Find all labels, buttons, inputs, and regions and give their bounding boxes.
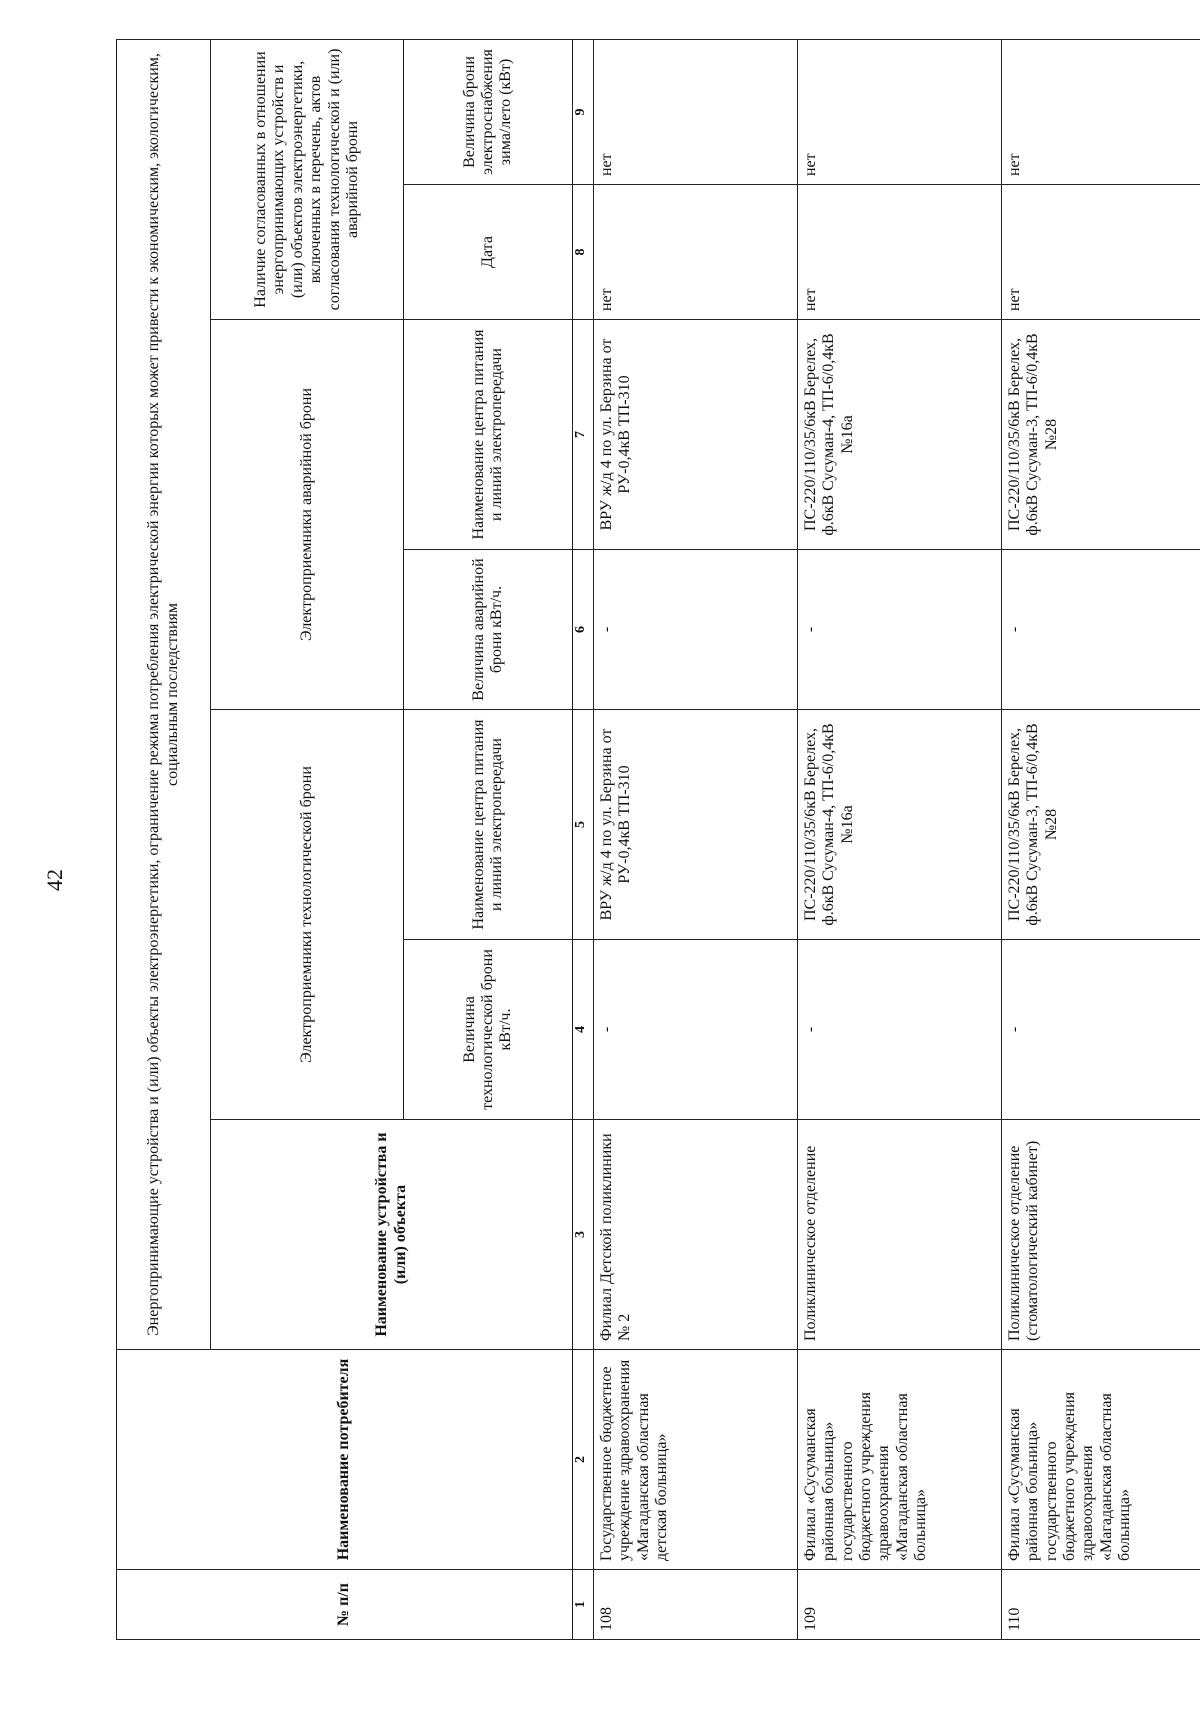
row-emerg-value: - bbox=[593, 550, 797, 710]
row-value: нет bbox=[1001, 39, 1200, 184]
row-object: Поликлиническое отделение bbox=[797, 1120, 1001, 1350]
header-emerg-center: Наименование центра питания и линий электропередачи bbox=[404, 320, 573, 550]
column-number: 9 bbox=[573, 39, 594, 184]
header-consumer: Наименование потребителя bbox=[117, 1350, 573, 1570]
column-number: 6 bbox=[573, 550, 594, 710]
page-number: 42 bbox=[42, 869, 67, 891]
header-num: № п/п bbox=[117, 1570, 573, 1640]
row-emerg-center: ПС-220/110/35/6кВ Берелех, ф.6кВ Сусуман-4, ТП-6/0,4кВ №16а bbox=[797, 320, 1001, 550]
row-num: 110 bbox=[1001, 1570, 1200, 1640]
row-consumer: Филиал «Сусуманская районная больница» государственного бюджетного учреждения здравоохранения «Магаданская областная больница» bbox=[1001, 1350, 1200, 1570]
header-value: Величина брони электроснабжения зима/лето (кВт) bbox=[404, 39, 573, 184]
row-consumer: Государственное бюджетное учреждение здравоохранения «Магаданская областная детская больница» bbox=[593, 1350, 797, 1570]
row-tech-center: ПС-220/110/35/6кВ Берелех, ф.6кВ Сусуман-3, ТП-6/0,4кВ №28 bbox=[1001, 710, 1200, 940]
header-object: Наименование устройства и (или) объекта bbox=[211, 1120, 573, 1350]
row-date: нет bbox=[1001, 185, 1200, 320]
column-number: 4 bbox=[573, 940, 594, 1120]
header-acts-group: Наличие согласованных в отношении энергопринимающих устройств и (или) объектов электроэнергетики, включенных в перечень, актов согласования технологической и (или) аварийной брони bbox=[211, 39, 404, 319]
column-number-row bbox=[573, 39, 594, 1639]
column-number: 5 bbox=[573, 710, 594, 940]
header-group-title: Энергопринимающие устройства и (или) объекты электроэнергетики, ограничение режима потребления электрической энергии которых может привести к экономическим, экологическим, социальным последствиям bbox=[117, 39, 211, 1349]
column-number: 8 bbox=[573, 185, 594, 320]
row-num: 108 bbox=[593, 1570, 797, 1640]
row-num: 109 bbox=[797, 1570, 1001, 1640]
row-emerg-value: - bbox=[797, 550, 1001, 710]
header-tech-value: Величина технологической брони кВт/ч. bbox=[404, 940, 573, 1120]
header-date: Дата bbox=[404, 185, 573, 320]
rotated-table-container bbox=[116, 40, 1200, 1640]
row-emerg-center: ПС-220/110/35/6кВ Берелех, ф.6кВ Сусуман-3, ТП-6/0,4кВ №28 bbox=[1001, 320, 1200, 550]
table-row bbox=[1001, 39, 1200, 1639]
header-emerg-group: Электроприемники аварийной брони bbox=[211, 320, 404, 710]
row-tech-center: ПС-220/110/35/6кВ Берелех, ф.6кВ Сусуман-4, ТП-6/0,4кВ №16а bbox=[797, 710, 1001, 940]
column-number: 3 bbox=[573, 1120, 594, 1350]
reservation-table bbox=[116, 39, 1200, 1640]
row-date: нет bbox=[593, 185, 797, 320]
row-value: нет bbox=[593, 39, 797, 184]
row-tech-center: ВРУ ж/д 4 по ул. Берзина от РУ-0,4кВ ТП-310 bbox=[593, 710, 797, 940]
header-tech-group: Электроприемники технологической брони bbox=[211, 710, 404, 1120]
header-tech-center: Наименование центра питания и линий электропередачи bbox=[404, 710, 573, 940]
row-tech-value: - bbox=[1001, 940, 1200, 1120]
row-value: нет bbox=[797, 39, 1001, 184]
row-emerg-center: ВРУ ж/д 4 по ул. Берзина от РУ-0,4кВ ТП-310 bbox=[593, 320, 797, 550]
row-tech-value: - bbox=[797, 940, 1001, 1120]
column-number: 7 bbox=[573, 320, 594, 550]
row-date: нет bbox=[797, 185, 1001, 320]
row-consumer: Филиал «Сусуманская районная больница» государственного бюджетного учреждения здравоохранения «Магаданская областная больница» bbox=[797, 1350, 1001, 1570]
row-object: Филиал Детской поликлиники № 2 bbox=[593, 1120, 797, 1350]
column-number: 2 bbox=[573, 1350, 594, 1570]
column-number: 1 bbox=[573, 1570, 594, 1640]
row-object: Поликлиническое отделение (стоматологический кабинет) bbox=[1001, 1120, 1200, 1350]
row-tech-value: - bbox=[593, 940, 797, 1120]
table-row bbox=[797, 39, 1001, 1639]
header-emerg-value: Величина аварийной брони кВт/ч. bbox=[404, 550, 573, 710]
table-row bbox=[593, 39, 797, 1639]
row-emerg-value: - bbox=[1001, 550, 1200, 710]
